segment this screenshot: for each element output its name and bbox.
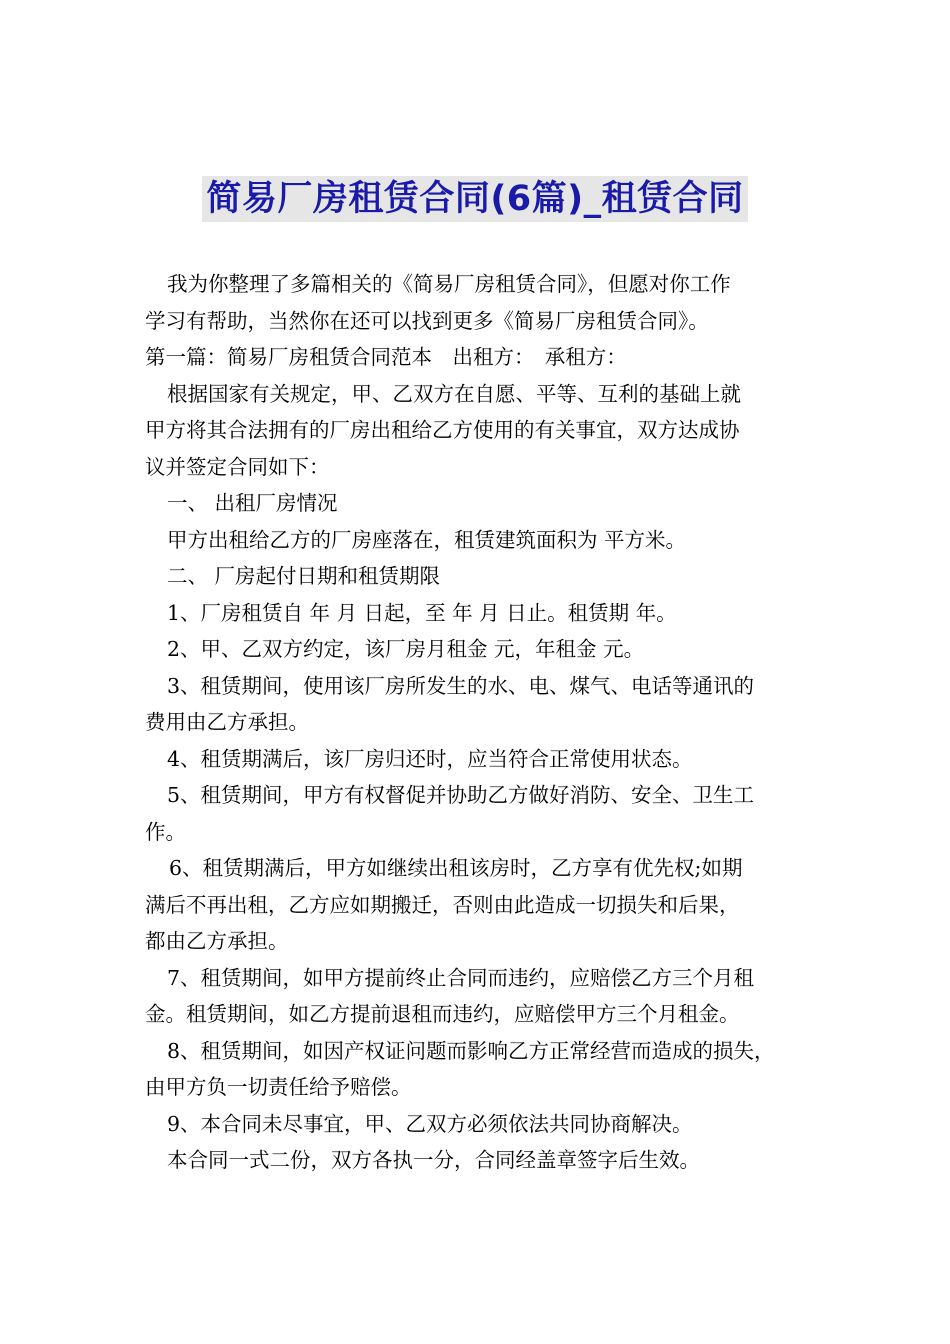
title-container	[0, 176, 950, 222]
clause-line: 2、甲、乙双方约定，该厂房月租金 元，年租金 元。	[167, 637, 645, 661]
body-line: 学习有帮助，当然你在还可以找到更多《简易厂房租赁合同》。	[145, 308, 709, 333]
clause-line: 都由乙方承担。	[145, 929, 289, 953]
body-line: 甲方出租给乙方的厂房座落在，租赁建筑面积为 平方米。	[167, 527, 687, 552]
body-line: 甲方将其合法拥有的厂房出租给乙方使用的有关事宜，双方达成协	[145, 418, 740, 442]
body-line: 我为你整理了多篇相关的《简易厂房租赁合同》，但愿对你工作	[167, 272, 731, 296]
clause-line: 9、本合同未尽事宜，甲、乙双方必须依法共同协商解决。	[167, 1111, 693, 1136]
section-heading: 二、 厂房起付日期和租赁期限	[167, 564, 441, 588]
clause-line: 3、租赁期间，使用该厂房所发生的水、电、煤气、电话等通讯的	[167, 673, 755, 698]
clause-line: 费用由乙方承担。	[145, 710, 309, 734]
clause-line: 7、租赁期间，如甲方提前终止合同而违约，应赔偿乙方三个月租	[167, 965, 755, 990]
body-line: 议并签定合同如下：	[145, 454, 330, 479]
clause-line: 金。租赁期间，如乙方提前退租而违约，应赔偿甲方三个月租金。	[145, 1002, 740, 1026]
body-line: 第一篇：简易厂房租赁合同范本 出租方： 承租方：	[145, 345, 627, 369]
clause-line: 5、租赁期间，甲方有权督促并协助乙方做好消防、安全、卫生工	[167, 783, 755, 807]
clause-line: 由甲方负一切责任给予赔偿。	[145, 1075, 412, 1099]
clause-line: 8、租赁期间，如因产权证问题而影响乙方正常经营而造成的损失，	[167, 1038, 775, 1063]
document-body	[145, 266, 825, 1179]
clause-line: 6、租赁期满后，甲方如继续出租该房时，乙方享有优先权;如期	[169, 856, 743, 880]
clause-line: 1、厂房租赁自 年 月 日起，至 年 月 日止。租赁期 年。	[167, 600, 677, 625]
clause-line: 4、租赁期满后，该厂房归还时，应当符合正常使用状态。	[167, 746, 693, 771]
clause-line: 作。	[145, 819, 186, 844]
section-heading: 一、 出租厂房情况	[167, 491, 338, 515]
clause-line: 满后不再出租，乙方应如期搬迁，否则由此造成一切损失和后果，	[145, 892, 740, 917]
document-title: 简易厂房租赁合同(6篇)_租赁合同	[202, 176, 747, 222]
closing-line: 本合同一式二份，双方各执一分，合同经盖章签字后生效。	[167, 1148, 700, 1172]
body-line: 根据国家有关规定，甲、乙双方在自愿、平等、互利的基础上就	[167, 381, 741, 406]
